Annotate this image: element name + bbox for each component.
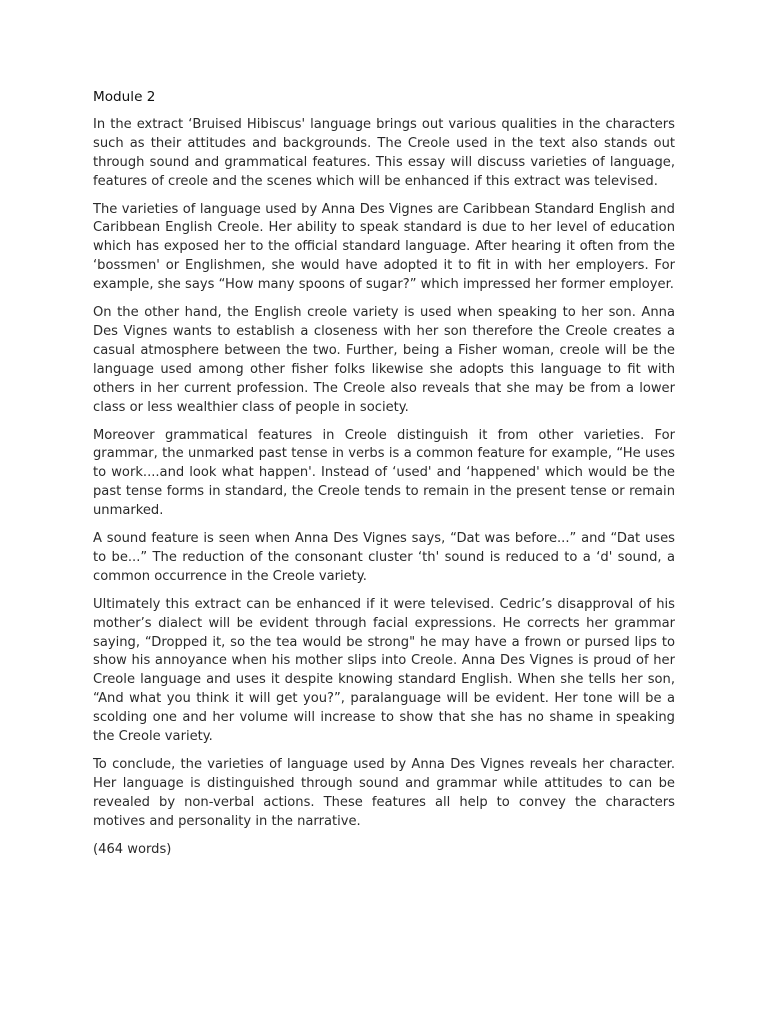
paragraph-televised: Ultimately this extract can be enhanced if it were televised. Cedric’s disapproval of his mother’s dialect will be evident through facial expressions. He corrects her grammar saying, “Dropped it, so the tea would be strong" he may have a frown or pursed lips to show his annoyance when his mother slips into Creole. Anna Des Vignes is proud of her Creole language and uses it despite knowing standard English. When she tells her son, “And what you think it will get you?”, paralanguage will be evident. Her tone will be a scolding one and her volume will increase to show that she has no shame in speaking the Creole variety.: [93, 596, 675, 745]
paragraph-introduction: In the extract ‘Bruised Hibiscus' language brings out various qualities in the characters such as their attitudes and backgrounds. The Creole used in the text also stands out through sound and grammatical features. This essay will discuss varieties of language, features of creole and the scenes which will be enhanced if this extract was televised.: [93, 116, 675, 189]
paragraph-sound-feature: A sound feature is seen when Anna Des Vignes says, “Dat was before...” and “Dat uses to be...” The reduction of the consonant cluster ‘th' sound is reduced to a ‘d' sound, a common occurrence in the Creole variety.: [93, 531, 675, 584]
page-title: Module 2: [93, 89, 156, 105]
word-count: (464 words): [93, 841, 172, 857]
paragraph-grammatical-features: Moreover grammatical features in Creole distinguish it from other varieties. For grammar, the unmarked past tense in verbs is a common feature for example, “He uses to work....and look what happen'. Instead of ‘used' and ‘happened' which would be the past tense forms in standard, the Creole tends to remain in the present tense or remain unmarked.: [93, 427, 675, 519]
document-page: [93, 88, 675, 860]
paragraph-creole-variety: On the other hand, the English creole variety is used when speaking to her son. Anna Des Vignes wants to establish a closeness with her son therefore the Creole creates a casual atmosphere between the two. Further, being a Fisher woman, creole will be the language used among other fisher folks likewise she adopts this language to fit with others in her current profession. The Creole also reveals that she may be from a lower class or less wealthier class of people in society.: [93, 305, 675, 415]
paragraph-conclusion: To conclude, the varieties of language used by Anna Des Vignes reveals her character. Her language is distinguished through sound and grammar while attitudes to can be revealed by non-verbal actions. These features all help to convey the characters motives and personality in the narrative.: [93, 757, 675, 829]
paragraph-varieties: The varieties of language used by Anna Des Vignes are Caribbean Standard English and Caribbean English Creole. Her ability to speak standard is due to her level of education which has exposed her to the official standard language. After hearing it often from the ‘bossmen' or Englishmen, she would have adopted it to fit in with her employers. For example, she says “How many spoons of sugar?” which impressed her former employer.: [93, 201, 675, 293]
